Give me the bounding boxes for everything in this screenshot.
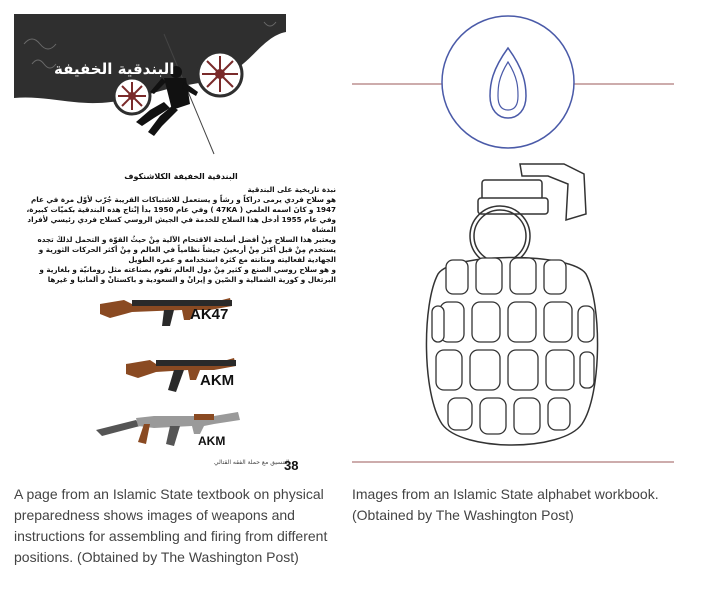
right-image-caption: Images from an Islamic State alphabet workbook. (Obtained by The Washington Post) bbox=[352, 486, 659, 523]
wheel-ornament-left bbox=[114, 78, 150, 114]
banner-title: البندقية الخفيفة bbox=[54, 60, 175, 78]
wheel-ornament-right bbox=[198, 52, 242, 96]
left-image-caption: A page from an Islamic State textbook on physical preparedness shows images of weapons and instructions for assembling and firing from different positions. (Obtained by The Washington Post) bbox=[14, 486, 328, 565]
label-ak47: AK47 bbox=[190, 306, 229, 323]
document-title: البندقية الخفيفة الكلاشنكوف bbox=[124, 172, 238, 181]
label-akm: AKM bbox=[200, 372, 235, 389]
textbook-page-image bbox=[14, 14, 340, 478]
text-paragraph: ويعتبر هذا السلاح مِنْ أفضل أسلحة الاقتحام الآلية مِنْ حيثُ القوّة و التحمل لذلكَ تجده يستخدم مِنْ قبل أكثر مِنْ أربعينَ جيشاً نظامياً في العالم و مِنْ أكثر الحركات الثورية و الجهادية لفعاليته ومتانته مع كثرة استخدامه و عمره الطويل bbox=[37, 235, 336, 264]
text-paragraph: هو سلاح فردي يرمى دراكاً و رشاً و يستعمل للاشتباكات القريبة جُرّب لأوّل مرة في عام 1947 و كانَ اسمه العلمي ( 47KA ) وفي عام 1950 بدأ إنْتاج هذه البندقية بكميّات كبيرة، وفي عام 1955 أدخل هذا السلاح للخدمة في الجيش الروسي كسلاح فردي رئيسي لأفراد المشاة bbox=[26, 195, 336, 234]
text-paragraph: نبذة تاريخية على البندقية bbox=[247, 185, 336, 194]
grenade-drawing bbox=[352, 14, 706, 474]
drop-in-circle-icon bbox=[442, 16, 574, 148]
source-note: بالتنسيق مع حملة الفقه القتالي bbox=[214, 459, 292, 466]
workbook-grenade-image bbox=[352, 14, 706, 474]
text-paragraph: و هو سلاح روسي الصنع و كثير مِنْ دول العالم تقوم بصناعته مثل رومانيّة و بلغارية و البرتغال و كورية الشمالية و الصّين و إيرانْ و السعودية و باكستانْ و ألمانيا و غيرها bbox=[39, 265, 336, 284]
textbook-body-text bbox=[26, 172, 336, 285]
page-number: 38 bbox=[284, 458, 299, 473]
label-akm-folding: AKM bbox=[198, 434, 226, 448]
